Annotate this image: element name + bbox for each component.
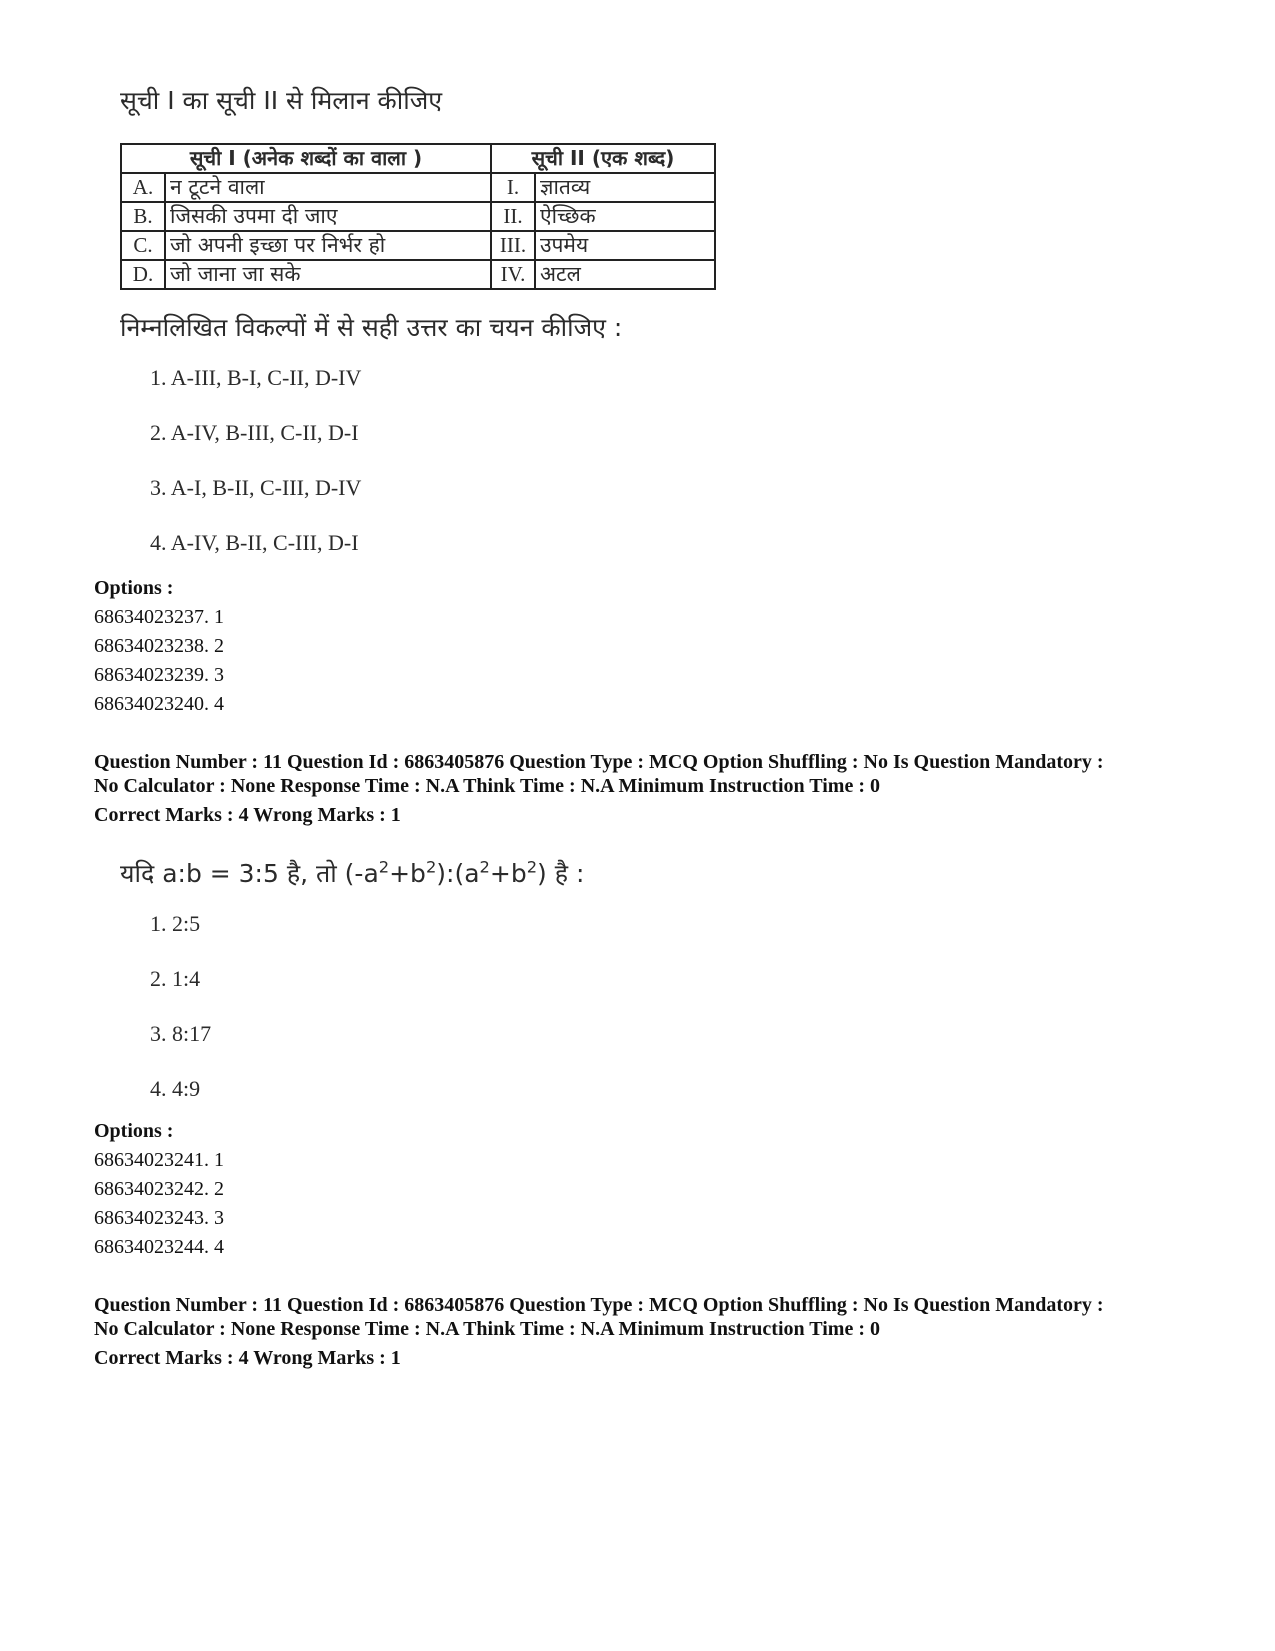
row-key-a: A. (121, 173, 165, 202)
row-key-ii: II. (491, 202, 535, 231)
table-header-list-1: सूची I (अनेक शब्दों का वाला ) (121, 144, 491, 173)
question-instruction: निम्नलिखित विकल्पों में से सही उत्तर का चयन कीजिए : (120, 313, 623, 342)
row-value-d: जो जाना जा सके (165, 260, 491, 289)
option-id-4: 68634023244. 4 (94, 1236, 224, 1258)
choice-1: 1. A-III, B-I, C-II, D-IV (150, 365, 362, 390)
prompt-text: +b (489, 859, 527, 888)
superscript: 2 (526, 857, 538, 877)
option-id-4: 68634023240. 4 (94, 693, 224, 715)
option-id-3: 68634023243. 3 (94, 1207, 224, 1229)
table-row (121, 260, 715, 289)
question-info-line-1: Question Number : 11 Question Id : 6863405876 Question Type : MCQ Option Shuffling : No Is Question Mandatory : (94, 1294, 1104, 1316)
options-list (94, 1117, 224, 1262)
choice-1: 1. 2:5 (150, 911, 201, 936)
prompt-text: ) है : (537, 859, 585, 888)
table-header-list-2: सूची II (एक शब्द) (491, 144, 715, 173)
option-id-2: 68634023238. 2 (94, 635, 224, 657)
question-marks: Correct Marks : 4 Wrong Marks : 1 (94, 804, 401, 826)
option-id-1: 68634023237. 1 (94, 606, 224, 628)
question-info (94, 750, 1214, 827)
prompt-text: यदि a:b = 3:5 है, तो (-a (120, 859, 379, 888)
question-choices (150, 363, 361, 583)
question-prompt-ratio (120, 856, 584, 890)
row-key-iv: IV. (491, 260, 535, 289)
options-label: Options : (94, 1120, 174, 1142)
row-value-i: ज्ञातव्य (535, 173, 715, 202)
choice-3: 3. 8:17 (150, 1021, 212, 1046)
row-key-c: C. (121, 231, 165, 260)
question-prompt: सूची I का सूची II से मिलान कीजिए (120, 86, 443, 115)
question-info-line-1: Question Number : 11 Question Id : 6863405876 Question Type : MCQ Option Shuffling : No Is Question Mandatory : (94, 751, 1104, 773)
row-value-ii: ऐच्छिक (535, 202, 715, 231)
row-value-iii: उपमेय (535, 231, 715, 260)
question-choices (150, 909, 211, 1129)
prompt-text: +b (389, 859, 426, 888)
row-value-b: जिसकी उपमा दी जाए (165, 202, 491, 231)
question-marks: Correct Marks : 4 Wrong Marks : 1 (94, 1347, 401, 1369)
option-id-1: 68634023241. 1 (94, 1149, 224, 1171)
options-list (94, 574, 224, 719)
table-header-row (121, 144, 715, 173)
superscript: 2 (378, 857, 390, 877)
prompt-text: ):(a (436, 859, 480, 888)
table-row (121, 202, 715, 231)
choice-2: 2. A-IV, B-III, C-II, D-I (150, 420, 359, 445)
row-value-iv: अटल (535, 260, 715, 289)
row-value-a: न टूटने वाला (165, 173, 491, 202)
row-key-iii: III. (491, 231, 535, 260)
table-row (121, 231, 715, 260)
question-info (94, 1293, 1214, 1370)
row-value-c: जो अपनी इच्छा पर निर्भर हो (165, 231, 491, 260)
option-id-2: 68634023242. 2 (94, 1178, 224, 1200)
choice-4: 4. 4:9 (150, 1076, 201, 1101)
row-key-i: I. (491, 173, 535, 202)
choice-4: 4. A-IV, B-II, C-III, D-I (150, 530, 359, 555)
choice-3: 3. A-I, B-II, C-III, D-IV (150, 475, 362, 500)
row-key-b: B. (121, 202, 165, 231)
options-label: Options : (94, 577, 174, 599)
match-table (120, 143, 716, 290)
question-info-line-2: No Calculator : None Response Time : N.A Think Time : N.A Minimum Instruction Time : 0 (94, 1318, 880, 1340)
option-id-3: 68634023239. 3 (94, 664, 224, 686)
table-row (121, 173, 715, 202)
row-key-d: D. (121, 260, 165, 289)
superscript: 2 (479, 857, 490, 877)
superscript: 2 (425, 857, 437, 877)
question-info-line-2: No Calculator : None Response Time : N.A Think Time : N.A Minimum Instruction Time : 0 (94, 775, 880, 797)
choice-2: 2. 1:4 (150, 966, 201, 991)
